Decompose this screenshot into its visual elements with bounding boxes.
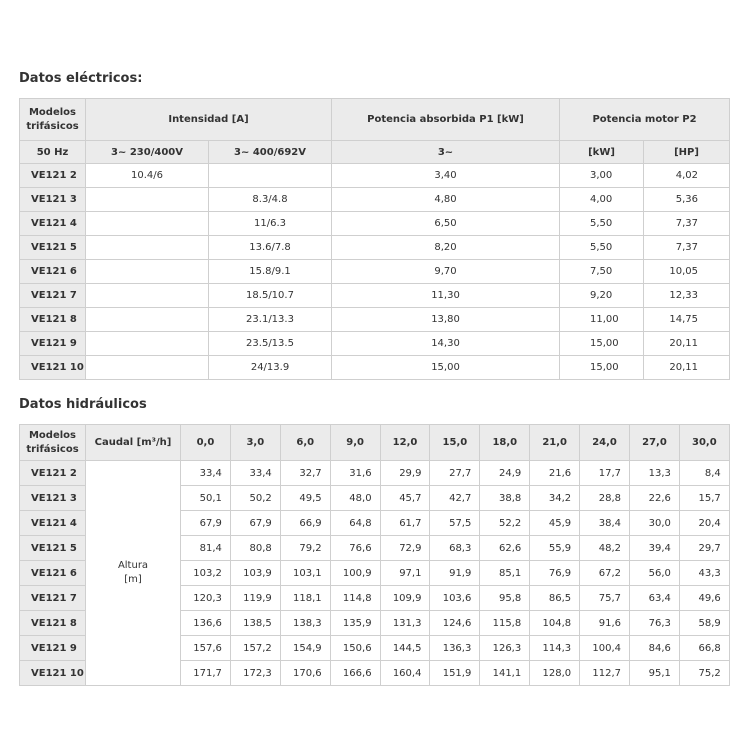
- p1-cell: 6,50: [332, 212, 560, 236]
- model-cell: VE121 4: [20, 511, 86, 536]
- height-value-cell: 43,3: [679, 561, 729, 586]
- height-value-cell: 20,4: [679, 511, 729, 536]
- intensity-230-cell: [86, 284, 209, 308]
- flow-value-header: 3,0: [230, 425, 280, 461]
- height-value-cell: 124,6: [430, 611, 480, 636]
- flow-value-header: 15,0: [430, 425, 480, 461]
- model-cell: VE121 2: [20, 461, 86, 486]
- table-row: [20, 308, 730, 332]
- electric-header-row-2: [20, 141, 730, 164]
- height-value-cell: 109,9: [380, 586, 430, 611]
- height-value-cell: 128,0: [530, 661, 580, 686]
- height-value-cell: 38,4: [580, 511, 630, 536]
- height-value-cell: 66,9: [280, 511, 330, 536]
- phase-header: 3~: [332, 141, 560, 164]
- height-value-cell: 103,9: [230, 561, 280, 586]
- height-value-cell: 114,8: [330, 586, 380, 611]
- table-row: [20, 260, 730, 284]
- height-value-cell: 144,5: [380, 636, 430, 661]
- intensity-400-cell: 11/6.3: [209, 212, 332, 236]
- height-value-cell: 154,9: [280, 636, 330, 661]
- height-value-cell: 135,9: [330, 611, 380, 636]
- intensity-230-cell: [86, 332, 209, 356]
- hp-cell: 7,37: [644, 212, 730, 236]
- height-value-cell: 50,1: [181, 486, 231, 511]
- height-value-cell: 29,9: [380, 461, 430, 486]
- height-value-cell: 55,9: [530, 536, 580, 561]
- height-value-cell: 33,4: [181, 461, 231, 486]
- table-row: [20, 284, 730, 308]
- height-value-cell: 75,7: [580, 586, 630, 611]
- height-value-cell: 50,2: [230, 486, 280, 511]
- height-value-cell: 138,5: [230, 611, 280, 636]
- flow-value-header: 27,0: [630, 425, 680, 461]
- height-value-cell: 30,0: [630, 511, 680, 536]
- height-value-cell: 52,2: [480, 511, 530, 536]
- p1-cell: 14,30: [332, 332, 560, 356]
- intensity-400-cell: 23.5/13.5: [209, 332, 332, 356]
- height-value-cell: 64,8: [330, 511, 380, 536]
- intensity-400-cell: 15.8/9.1: [209, 260, 332, 284]
- intensity-230-cell: [86, 236, 209, 260]
- height-value-cell: 170,6: [280, 661, 330, 686]
- height-value-cell: 32,7: [280, 461, 330, 486]
- intensity-400-cell: 13.6/7.8: [209, 236, 332, 260]
- height-value-cell: 56,0: [630, 561, 680, 586]
- model-cell: VE121 8: [20, 308, 86, 332]
- model-cell: VE121 3: [20, 188, 86, 212]
- v230-header: 3~ 230/400V: [86, 141, 209, 164]
- p1-cell: 8,20: [332, 236, 560, 260]
- height-value-cell: 66,8: [679, 636, 729, 661]
- height-value-cell: 42,7: [430, 486, 480, 511]
- height-value-cell: 151,9: [430, 661, 480, 686]
- height-value-cell: 97,1: [380, 561, 430, 586]
- height-value-cell: 136,3: [430, 636, 480, 661]
- height-value-cell: 24,9: [480, 461, 530, 486]
- height-value-cell: 136,6: [181, 611, 231, 636]
- height-value-cell: 31,6: [330, 461, 380, 486]
- height-value-cell: 86,5: [530, 586, 580, 611]
- height-value-cell: 13,3: [630, 461, 680, 486]
- model-cell: VE121 9: [20, 636, 86, 661]
- height-value-cell: 62,6: [480, 536, 530, 561]
- height-value-cell: 63,4: [630, 586, 680, 611]
- hydraulic-data-title: Datos hidráulicos: [19, 397, 147, 412]
- model-cell: VE121 5: [20, 536, 86, 561]
- height-value-cell: 157,2: [230, 636, 280, 661]
- model-cell: VE121 9: [20, 332, 86, 356]
- table-row: [20, 332, 730, 356]
- height-value-cell: 95,8: [480, 586, 530, 611]
- table-row: [20, 188, 730, 212]
- height-value-cell: 15,7: [679, 486, 729, 511]
- hp-cell: 5,36: [644, 188, 730, 212]
- height-value-cell: 28,8: [580, 486, 630, 511]
- flow-value-header: 21,0: [530, 425, 580, 461]
- height-value-cell: 21,6: [530, 461, 580, 486]
- hp-cell: 14,75: [644, 308, 730, 332]
- height-value-cell: 48,2: [580, 536, 630, 561]
- intensity-230-cell: [86, 260, 209, 284]
- height-value-cell: 91,9: [430, 561, 480, 586]
- flow-value-header: 0,0: [181, 425, 231, 461]
- height-value-cell: 68,3: [430, 536, 480, 561]
- electric-data-table: [19, 98, 730, 380]
- model-cell: VE121 8: [20, 611, 86, 636]
- height-label: Altura: [117, 560, 149, 571]
- height-value-cell: 48,0: [330, 486, 380, 511]
- height-value-cell: 172,3: [230, 661, 280, 686]
- kw-cell: 5,50: [560, 212, 644, 236]
- kw-cell: 11,00: [560, 308, 644, 332]
- height-value-cell: 67,9: [181, 511, 231, 536]
- intensity-400-cell: 18.5/10.7: [209, 284, 332, 308]
- height-value-cell: 100,9: [330, 561, 380, 586]
- height-value-cell: 115,8: [480, 611, 530, 636]
- height-value-cell: 67,2: [580, 561, 630, 586]
- height-value-cell: 103,1: [280, 561, 330, 586]
- height-value-cell: 114,3: [530, 636, 580, 661]
- p1-cell: 11,30: [332, 284, 560, 308]
- hydraulic-header-row: [20, 425, 730, 461]
- electric-data-title: Datos eléctricos:: [19, 71, 143, 86]
- model-cell: VE121 6: [20, 260, 86, 284]
- flow-value-header: 30,0: [679, 425, 729, 461]
- height-value-cell: 45,7: [380, 486, 430, 511]
- hp-header: [HP]: [644, 141, 730, 164]
- intensity-230-cell: [86, 188, 209, 212]
- height-value-cell: 58,9: [679, 611, 729, 636]
- model-cell: VE121 5: [20, 236, 86, 260]
- electric-header-row-1: [20, 99, 730, 141]
- height-value-cell: 34,2: [530, 486, 580, 511]
- height-value-cell: 157,6: [181, 636, 231, 661]
- height-value-cell: 29,7: [679, 536, 729, 561]
- height-value-cell: 49,6: [679, 586, 729, 611]
- height-value-cell: 126,3: [480, 636, 530, 661]
- height-value-cell: 160,4: [380, 661, 430, 686]
- intensity-230-cell: [86, 212, 209, 236]
- height-value-cell: 118,1: [280, 586, 330, 611]
- flow-value-header: 9,0: [330, 425, 380, 461]
- table-row: [20, 236, 730, 260]
- height-value-cell: 76,9: [530, 561, 580, 586]
- height-value-cell: 138,3: [280, 611, 330, 636]
- height-value-cell: 95,1: [630, 661, 680, 686]
- model-cell: VE121 10: [20, 661, 86, 686]
- model-cell: VE121 6: [20, 561, 86, 586]
- height-value-cell: 22,6: [630, 486, 680, 511]
- model-cell: VE121 7: [20, 586, 86, 611]
- height-value-cell: 103,2: [181, 561, 231, 586]
- kw-header: [kW]: [560, 141, 644, 164]
- height-label-cell: [86, 461, 181, 686]
- kw-cell: 15,00: [560, 332, 644, 356]
- height-value-cell: 38,8: [480, 486, 530, 511]
- p1-cell: 13,80: [332, 308, 560, 332]
- table-row: [20, 461, 730, 486]
- height-value-cell: 17,7: [580, 461, 630, 486]
- intensity-400-cell: [209, 164, 332, 188]
- table-row: [20, 212, 730, 236]
- height-value-cell: 81,4: [181, 536, 231, 561]
- height-value-cell: 49,5: [280, 486, 330, 511]
- flow-header: Caudal [m³/h]: [86, 425, 181, 461]
- height-value-cell: 39,4: [630, 536, 680, 561]
- height-value-cell: 45,9: [530, 511, 580, 536]
- p1-cell: 15,00: [332, 356, 560, 380]
- intensity-230-cell: 10.4/6: [86, 164, 209, 188]
- models-header: Modelos trifásicos: [20, 99, 86, 141]
- hp-cell: 7,37: [644, 236, 730, 260]
- intensity-230-cell: [86, 308, 209, 332]
- intensity-400-cell: 23.1/13.3: [209, 308, 332, 332]
- height-value-cell: 27,7: [430, 461, 480, 486]
- p1-cell: 4,80: [332, 188, 560, 212]
- height-value-cell: 150,6: [330, 636, 380, 661]
- model-cell: VE121 3: [20, 486, 86, 511]
- model-cell: VE121 10: [20, 356, 86, 380]
- height-value-cell: 120,3: [181, 586, 231, 611]
- p1-cell: 3,40: [332, 164, 560, 188]
- flow-value-header: 6,0: [280, 425, 330, 461]
- intensity-400-cell: 8.3/4.8: [209, 188, 332, 212]
- p2-header: Potencia motor P2: [560, 99, 730, 141]
- height-value-cell: 8,4: [679, 461, 729, 486]
- height-value-cell: 104,8: [530, 611, 580, 636]
- flow-value-header: 12,0: [380, 425, 430, 461]
- hp-cell: 20,11: [644, 356, 730, 380]
- hp-cell: 12,33: [644, 284, 730, 308]
- height-value-cell: 85,1: [480, 561, 530, 586]
- kw-cell: 9,20: [560, 284, 644, 308]
- height-value-cell: 75,2: [679, 661, 729, 686]
- p1-cell: 9,70: [332, 260, 560, 284]
- flow-value-header: 24,0: [580, 425, 630, 461]
- height-value-cell: 80,8: [230, 536, 280, 561]
- height-value-cell: 76,6: [330, 536, 380, 561]
- height-value-cell: 33,4: [230, 461, 280, 486]
- hp-cell: 20,11: [644, 332, 730, 356]
- height-value-cell: 100,4: [580, 636, 630, 661]
- height-value-cell: 57,5: [430, 511, 480, 536]
- height-value-cell: 72,9: [380, 536, 430, 561]
- height-unit: [m]: [124, 574, 142, 585]
- intensity-header: Intensidad [A]: [86, 99, 332, 141]
- height-value-cell: 141,1: [480, 661, 530, 686]
- height-value-cell: 119,9: [230, 586, 280, 611]
- height-value-cell: 84,6: [630, 636, 680, 661]
- model-cell: VE121 4: [20, 212, 86, 236]
- model-cell: VE121 7: [20, 284, 86, 308]
- hydraulic-data-table: [19, 424, 730, 686]
- height-value-cell: 76,3: [630, 611, 680, 636]
- height-value-cell: 67,9: [230, 511, 280, 536]
- intensity-230-cell: [86, 356, 209, 380]
- intensity-400-cell: 24/13.9: [209, 356, 332, 380]
- height-value-cell: 166,6: [330, 661, 380, 686]
- hp-cell: 4,02: [644, 164, 730, 188]
- table-row: [20, 164, 730, 188]
- v400-header: 3~ 400/692V: [209, 141, 332, 164]
- flow-value-header: 18,0: [480, 425, 530, 461]
- freq-header: 50 Hz: [20, 141, 86, 164]
- height-value-cell: 79,2: [280, 536, 330, 561]
- height-value-cell: 91,6: [580, 611, 630, 636]
- height-value-cell: 171,7: [181, 661, 231, 686]
- table-row: [20, 356, 730, 380]
- height-value-cell: 103,6: [430, 586, 480, 611]
- kw-cell: 15,00: [560, 356, 644, 380]
- height-value-cell: 112,7: [580, 661, 630, 686]
- kw-cell: 4,00: [560, 188, 644, 212]
- hp-cell: 10,05: [644, 260, 730, 284]
- p1-header: Potencia absorbida P1 [kW]: [332, 99, 560, 141]
- kw-cell: 7,50: [560, 260, 644, 284]
- models-header: Modelos trifásicos: [20, 425, 86, 461]
- height-value-cell: 131,3: [380, 611, 430, 636]
- model-cell: VE121 2: [20, 164, 86, 188]
- kw-cell: 5,50: [560, 236, 644, 260]
- kw-cell: 3,00: [560, 164, 644, 188]
- height-value-cell: 61,7: [380, 511, 430, 536]
